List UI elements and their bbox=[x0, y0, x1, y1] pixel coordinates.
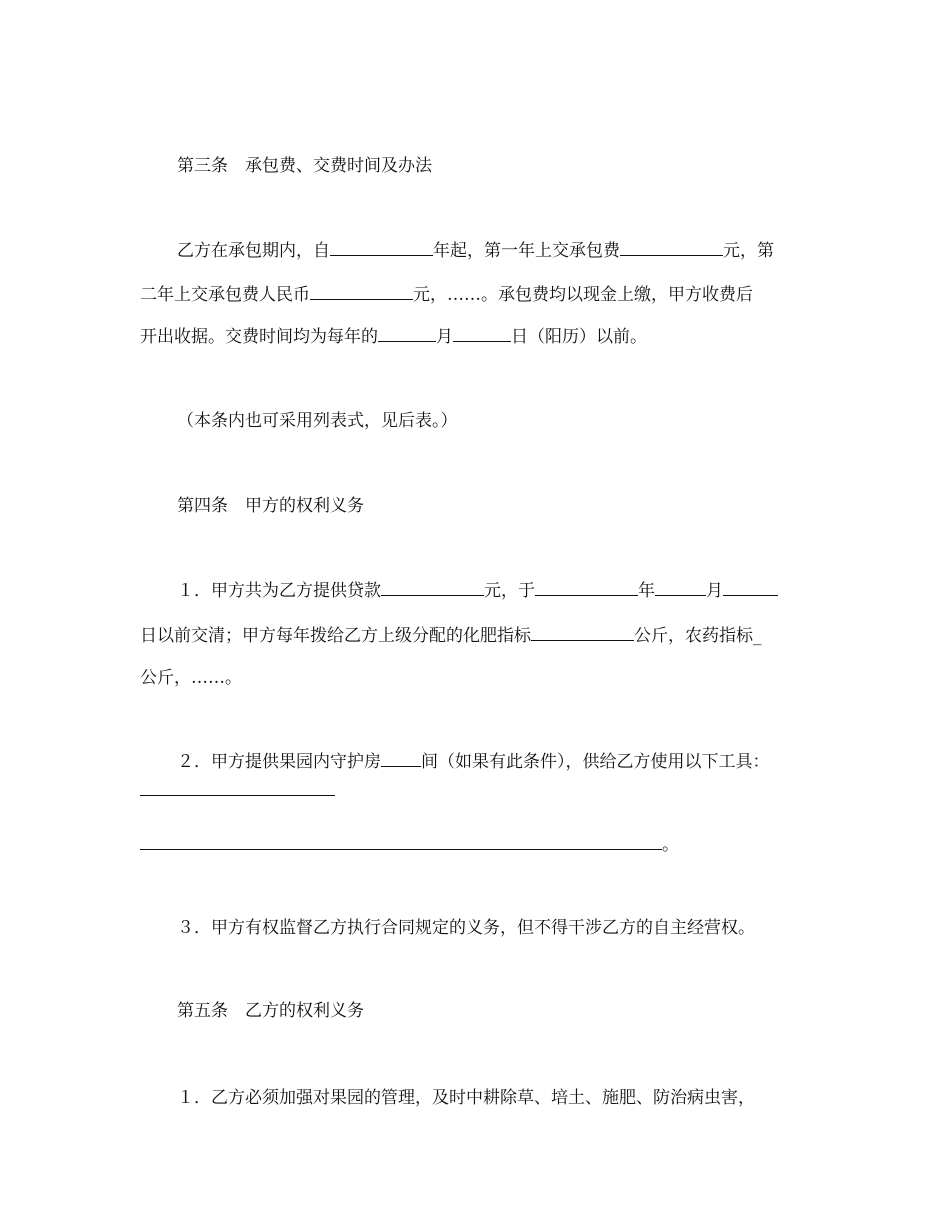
article5-item1-line1: １．乙方必须加强对果园的管理，及时中耕除草、培土、施肥、防治病虫害， bbox=[177, 1088, 755, 1108]
text-segment: 年起，第一年上交承包费 bbox=[433, 241, 620, 261]
article3-paragraph-line3 bbox=[140, 325, 647, 349]
text-segment: 。 bbox=[662, 835, 679, 855]
blank-year-start bbox=[330, 239, 433, 256]
article4-item3: ３．甲方有权监督乙方执行合同规定的义务，但不得干涉乙方的自主经营权。 bbox=[177, 918, 755, 938]
text-segment: 元，于 bbox=[484, 581, 535, 601]
blank-loan-day bbox=[723, 579, 778, 596]
text-segment: 日（阳历）以前。 bbox=[511, 327, 647, 347]
article5-heading: 第五条 乙方的权利义务 bbox=[177, 1001, 364, 1021]
article3-note: （本条内也可采用列表式，见后表。） bbox=[177, 411, 458, 431]
blank-pay-month bbox=[378, 325, 436, 342]
blank-tools-line2 bbox=[140, 833, 662, 850]
article4-item1-line3: 公斤，……。 bbox=[140, 668, 242, 688]
blank-pay-day bbox=[453, 325, 511, 342]
article3-paragraph-line2 bbox=[140, 283, 753, 307]
text-segment: 二年上交承包费人民币 bbox=[140, 285, 310, 305]
article3-paragraph-line1 bbox=[177, 239, 774, 263]
article4-item1-line2 bbox=[140, 624, 762, 648]
text-segment: 年 bbox=[638, 581, 655, 601]
blank-first-year-fee bbox=[620, 239, 723, 256]
article4-item2-line1 bbox=[177, 750, 770, 774]
article3-heading: 第三条 承包费、交费时间及办法 bbox=[177, 156, 432, 176]
text-segment: 开出收据。交费时间均为每年的 bbox=[140, 327, 378, 347]
text-segment: 公斤，农药指标_ bbox=[634, 626, 762, 646]
text-segment: 日以前交清；甲方每年拨给乙方上级分配的化肥指标 bbox=[140, 626, 531, 646]
article4-heading: 第四条 甲方的权利义务 bbox=[177, 496, 364, 516]
blank-guard-rooms bbox=[381, 750, 421, 767]
text-segment: 乙方在承包期内，自 bbox=[177, 241, 330, 261]
text-segment: 月 bbox=[436, 327, 453, 347]
text-segment: 元，第 bbox=[723, 241, 774, 261]
article4-item1-line1 bbox=[177, 579, 778, 603]
text-segment: 月 bbox=[706, 581, 723, 601]
blank-loan-month bbox=[655, 579, 706, 596]
blank-loan-year bbox=[535, 579, 638, 596]
blank-fertilizer-quota bbox=[531, 624, 634, 641]
blank-tools-line1 bbox=[140, 795, 335, 797]
blank-loan-amount bbox=[381, 579, 484, 596]
text-segment: 间（如果有此条件），供给乙方使用以下工具： bbox=[421, 752, 770, 772]
text-segment: １．甲方共为乙方提供贷款 bbox=[177, 581, 381, 601]
article4-item2-line3 bbox=[140, 833, 679, 857]
text-segment: ２．甲方提供果园内守护房 bbox=[177, 752, 381, 772]
text-segment: 元，……。承包费均以现金上缴，甲方收费后 bbox=[413, 285, 753, 305]
blank-second-year-fee bbox=[310, 283, 413, 300]
